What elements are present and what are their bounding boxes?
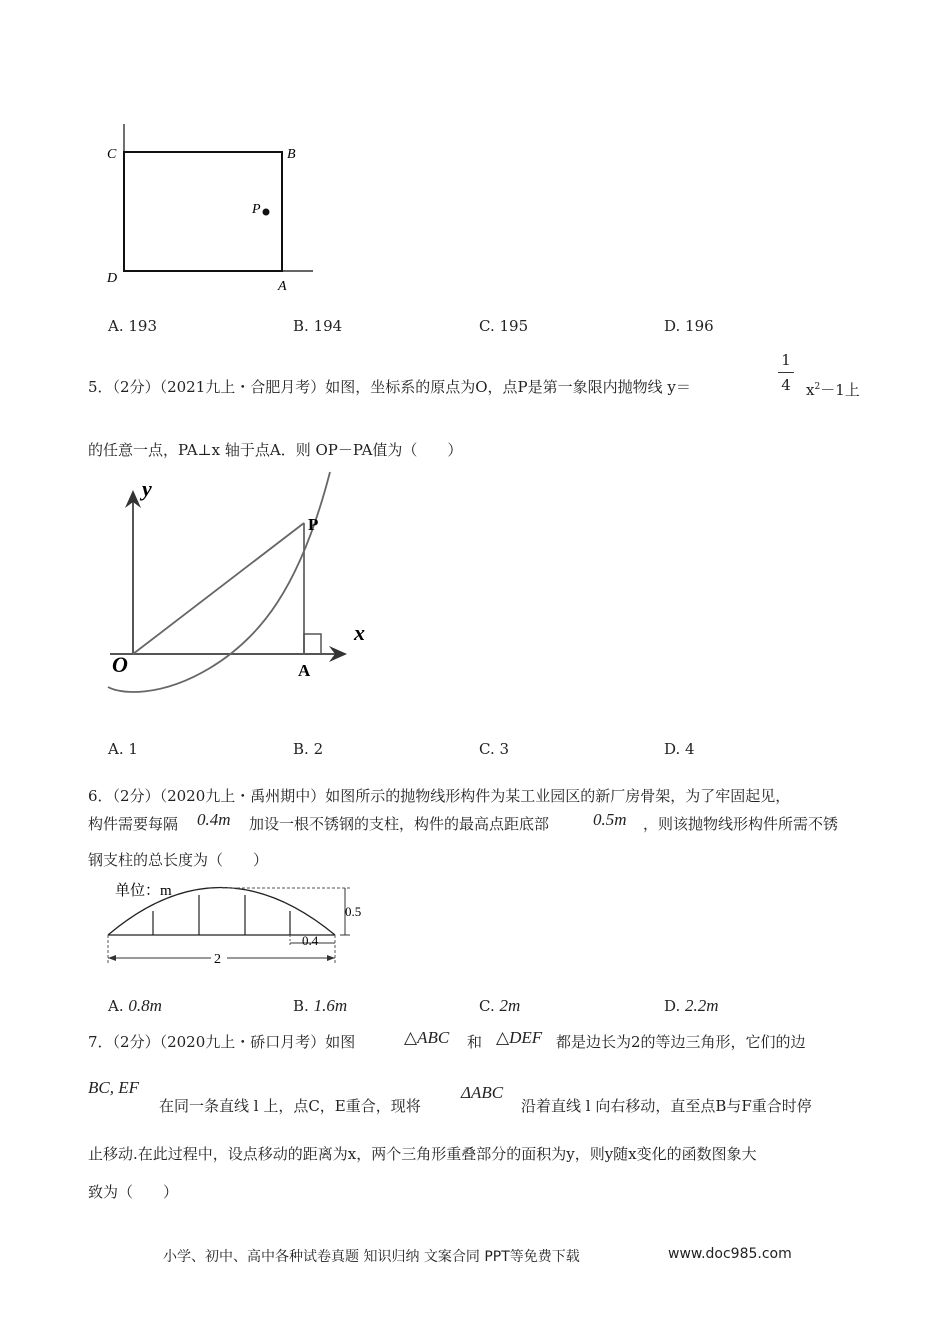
q6-option-d[interactable]: D. 2.2m bbox=[664, 996, 719, 1015]
q5-option-b[interactable]: B. 2 bbox=[293, 740, 324, 758]
q5-line1: 5．（2分）（2021九上・合肥月考）如图，坐标系的原点为O，点P是第一象限内抛物线 y＝ bbox=[88, 378, 691, 396]
q6-option-c[interactable]: C. 2m bbox=[479, 996, 521, 1015]
q6-line1: 6．（2分）（2020九上・禹州期中）如图所示的抛物线形构件为某工业园区的新厂房骨架，为了牢固起见， bbox=[88, 787, 791, 805]
label-p: P bbox=[308, 515, 319, 534]
segment-op bbox=[133, 523, 304, 654]
q7-line1-c: 都是边长为2的等边三角形，它们的边 bbox=[556, 1033, 806, 1051]
label-a: A bbox=[278, 279, 287, 294]
height-label: 0.5 bbox=[345, 904, 362, 919]
q5-fraction bbox=[776, 350, 796, 395]
q7-edges: BC, EF bbox=[88, 1078, 139, 1097]
q7-triangle-abc: △ABC bbox=[404, 1028, 450, 1047]
q7-line1-b: 和 bbox=[467, 1033, 483, 1051]
fraction-denominator: 4 bbox=[781, 376, 791, 394]
label-p: P bbox=[252, 202, 261, 217]
label-o: O bbox=[112, 652, 128, 677]
label-c: C bbox=[107, 147, 117, 162]
width-label: 2 bbox=[214, 952, 221, 967]
unit-label: 单位：m bbox=[115, 883, 172, 899]
q7-line3: 止移动.在此过程中，设点移动的距离为x，两个三角形重叠部分的面积为y，则y随x变化的函数图象大 bbox=[88, 1145, 757, 1163]
width-arrowhead-left bbox=[108, 955, 116, 961]
width-arrowhead-right bbox=[327, 955, 335, 961]
parabola-curve bbox=[108, 472, 330, 692]
q7-line2-b: 沿着直线 l 向右移动，直至点B与F重合时停 bbox=[521, 1097, 812, 1115]
q6-line3: 钢支柱的总长度为（ ） bbox=[88, 851, 269, 869]
fraction-numerator: 1 bbox=[781, 351, 791, 369]
label-a: A bbox=[298, 661, 311, 680]
q7-line4: 致为（ ） bbox=[88, 1183, 179, 1201]
fraction-bar bbox=[778, 372, 794, 373]
q5-option-a[interactable]: A. 1 bbox=[108, 740, 138, 758]
parabola-figure bbox=[100, 468, 390, 718]
q5-expression-tail: $x^2-1$上 bbox=[806, 381, 860, 399]
q6-option-b[interactable]: B. 1.6m bbox=[293, 996, 348, 1015]
rectangle-figure bbox=[100, 120, 320, 300]
right-angle-mark bbox=[304, 634, 321, 654]
q6-option-a[interactable]: A. 0.8m bbox=[108, 996, 162, 1015]
footer-url[interactable]: www.doc985.com bbox=[668, 1246, 792, 1262]
point-p bbox=[263, 209, 270, 216]
q4-option-d[interactable]: D. 196 bbox=[664, 317, 714, 335]
q5-line2: 的任意一点，PA⊥x 轴于点A．则 OP－PA值为（ ） bbox=[88, 441, 463, 459]
label-x: x bbox=[354, 620, 365, 645]
q7-triangle-def: △DEF bbox=[496, 1028, 543, 1047]
q6-value-height: 0.5m bbox=[593, 810, 627, 829]
label-y: y bbox=[142, 476, 152, 501]
label-d: D bbox=[107, 271, 118, 286]
truss-figure bbox=[100, 875, 390, 975]
q4-option-c[interactable]: C. 195 bbox=[479, 317, 529, 335]
q4-option-b[interactable]: B. 194 bbox=[293, 317, 343, 335]
label-b: B bbox=[287, 147, 296, 162]
q7-line2-a: 在同一条直线 l 上，点C，E重合，现将 bbox=[159, 1097, 421, 1115]
q7-triangle-abc-2: ΔABC bbox=[461, 1083, 504, 1102]
q5-option-c[interactable]: C. 3 bbox=[479, 740, 510, 758]
q7-line1-a: 7．（2分）（2020九上・硚口月考）如图 bbox=[88, 1033, 356, 1051]
spacing-label: 0.4 bbox=[302, 933, 319, 948]
q6-line2-b: 加设一根不锈钢的支柱，构件的最高点距底部 bbox=[249, 815, 550, 833]
footer-text: 小学、初中、高中各种试卷真题 知识归纳 文案合同 PPT等免费下载 bbox=[163, 1249, 580, 1265]
q5-option-d[interactable]: D. 4 bbox=[664, 740, 695, 758]
q4-option-a[interactable]: A. 193 bbox=[108, 317, 158, 335]
q6-value-spacing: 0.4m bbox=[197, 810, 231, 829]
q6-line2-c: ，则该抛物线形构件所需不锈 bbox=[643, 815, 839, 833]
q6-line2-a: 构件需要每隔 bbox=[88, 815, 179, 833]
